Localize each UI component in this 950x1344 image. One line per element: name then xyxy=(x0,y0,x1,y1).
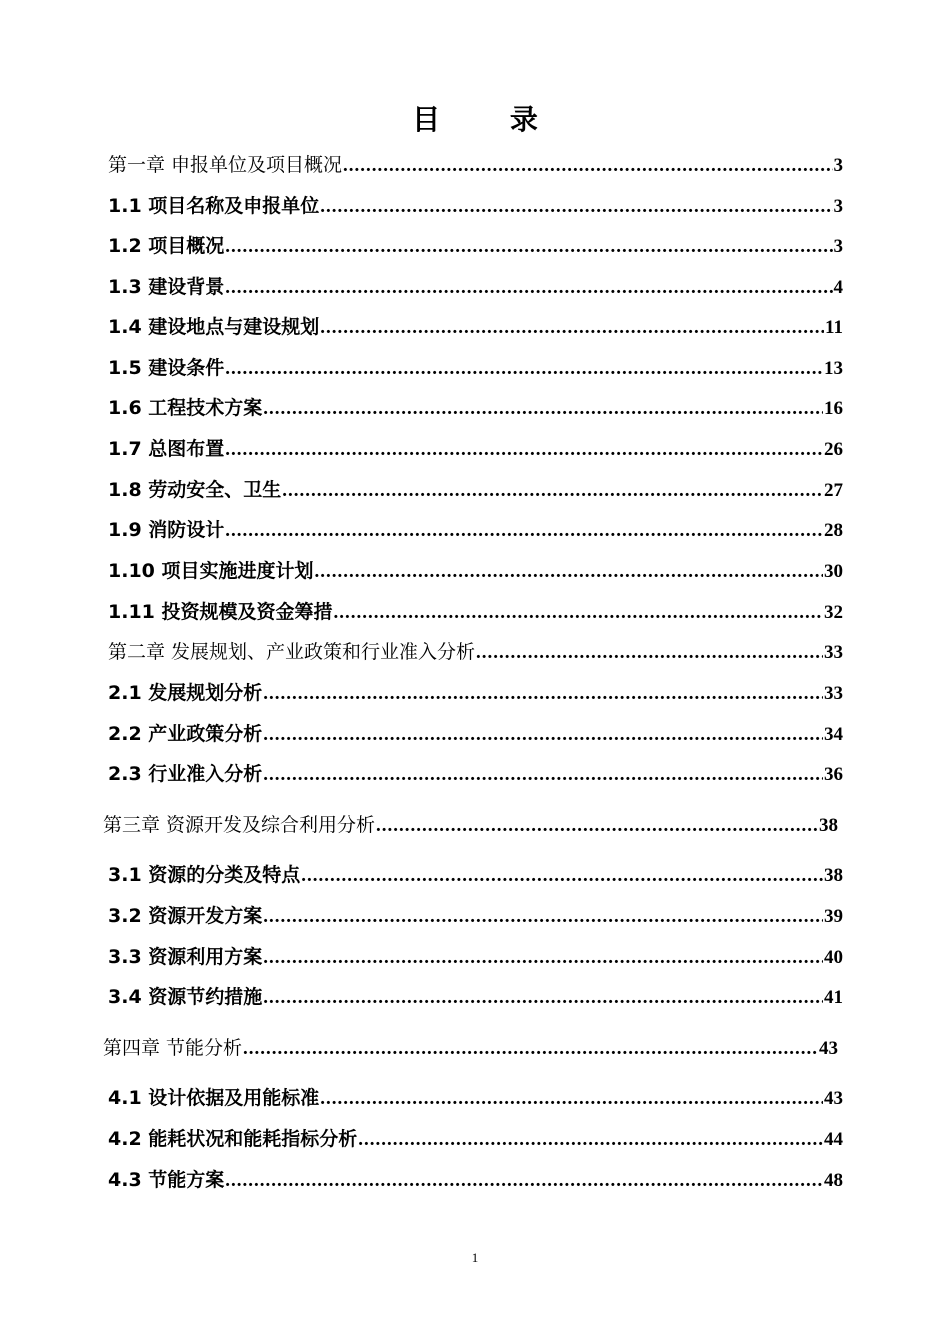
toc-entry[interactable] xyxy=(108,515,843,543)
toc-entry[interactable] xyxy=(108,1083,843,1111)
toc-leader xyxy=(225,1170,823,1192)
toc-entry-label: 1.5 建设条件 xyxy=(108,357,225,379)
toc-leader xyxy=(263,947,823,969)
page-title: 目 录 xyxy=(412,103,568,136)
toc-entry-label: 1.1 项目名称及申报单位 xyxy=(108,195,320,217)
toc-entry-label: 1.4 建设地点与建设规划 xyxy=(108,316,320,338)
toc-leader xyxy=(225,439,823,461)
toc-entry-label: 1.8 劳动安全、卫生 xyxy=(108,479,282,501)
toc-entry-page: 3 xyxy=(833,196,843,217)
toc-entry-page: 44 xyxy=(824,1129,843,1150)
toc-entry[interactable] xyxy=(108,475,843,503)
toc-entry-label: 3.4 资源节约措施 xyxy=(108,986,263,1008)
toc-leader xyxy=(376,815,818,837)
toc-leader xyxy=(343,155,832,177)
toc-entry-page: 3 xyxy=(833,236,843,257)
toc-entry[interactable] xyxy=(108,191,843,219)
toc-entry-page: 32 xyxy=(824,602,843,623)
toc-entry-page: 30 xyxy=(824,561,843,582)
toc-entry[interactable] xyxy=(108,150,843,178)
toc-leader xyxy=(320,1088,823,1110)
toc-entry-page: 40 xyxy=(824,947,843,968)
page-number: 1 xyxy=(471,1250,479,1265)
toc-entry-page: 33 xyxy=(824,642,843,663)
toc-leader xyxy=(320,317,824,339)
toc-entry-label: 第三章 资源开发及综合利用分析 xyxy=(103,814,376,836)
toc-entry-label: 2.1 发展规划分析 xyxy=(108,682,263,704)
toc-entry-page: 38 xyxy=(824,865,843,886)
toc-entry-page: 36 xyxy=(824,764,843,785)
toc-entry[interactable] xyxy=(108,678,843,706)
toc-entry[interactable] xyxy=(108,393,843,421)
toc-leader xyxy=(263,398,823,420)
toc-entry[interactable] xyxy=(103,1033,838,1061)
toc-entry[interactable] xyxy=(108,353,843,381)
toc-leader xyxy=(263,906,823,928)
toc-entry-page: 27 xyxy=(824,480,843,501)
toc-entry-label: 1.3 建设背景 xyxy=(108,276,225,298)
toc-leader xyxy=(334,602,824,624)
toc-entry-label: 3.3 资源利用方案 xyxy=(108,946,263,968)
toc-entry[interactable] xyxy=(108,434,843,462)
toc-entry-label: 4.1 设计依据及用能标准 xyxy=(108,1087,320,1109)
toc-leader xyxy=(263,724,823,746)
toc-entry-label: 4.2 能耗状况和能耗指标分析 xyxy=(108,1128,358,1150)
toc-entry[interactable] xyxy=(108,1124,843,1152)
toc-leader xyxy=(225,358,823,380)
toc-leader xyxy=(282,480,823,502)
toc-entry[interactable] xyxy=(108,942,843,970)
toc-entry-label: 第四章 节能分析 xyxy=(103,1037,243,1059)
toc-leader xyxy=(358,1129,823,1151)
toc-leader xyxy=(263,683,823,705)
toc-leader xyxy=(243,1038,818,1060)
toc-entry[interactable] xyxy=(108,597,843,625)
toc-entry-label: 2.3 行业准入分析 xyxy=(108,763,263,785)
toc-entry-page: 4 xyxy=(833,277,843,298)
toc-leader xyxy=(315,561,824,583)
toc-entry[interactable] xyxy=(108,1165,843,1193)
toc-entry-label: 第一章 申报单位及项目概况 xyxy=(108,154,343,176)
toc-entry-label: 1.7 总图布置 xyxy=(108,438,225,460)
toc-entry-page: 28 xyxy=(824,520,843,541)
toc-entry[interactable] xyxy=(108,637,843,665)
toc-entry-page: 26 xyxy=(824,439,843,460)
toc-entry-page: 39 xyxy=(824,906,843,927)
toc-entry[interactable] xyxy=(108,312,843,340)
toc-entry-page: 48 xyxy=(824,1170,843,1191)
toc-entry[interactable] xyxy=(108,901,843,929)
toc-entry-page: 13 xyxy=(824,358,843,379)
toc-leader xyxy=(225,520,823,542)
toc-entry[interactable] xyxy=(108,719,843,747)
toc-entry-page: 3 xyxy=(833,155,843,176)
toc-entry-label: 2.2 产业政策分析 xyxy=(108,723,263,745)
toc-entry-label: 1.6 工程技术方案 xyxy=(108,397,263,419)
toc-leader xyxy=(225,236,832,258)
toc-leader xyxy=(476,642,823,664)
toc-entry-page: 41 xyxy=(824,987,843,1008)
toc-entry-label: 1.9 消防设计 xyxy=(108,519,225,541)
toc-leader xyxy=(320,196,832,218)
toc-entry-page: 16 xyxy=(824,398,843,419)
toc-entry-label: 4.3 节能方案 xyxy=(108,1169,225,1191)
toc-entry-label: 1.11 投资规模及资金筹措 xyxy=(108,601,333,623)
toc-leader xyxy=(263,764,823,786)
toc-entry[interactable] xyxy=(103,810,838,838)
toc-entry-page: 34 xyxy=(824,724,843,745)
toc-entry[interactable] xyxy=(108,982,843,1010)
toc-entry-page: 33 xyxy=(824,683,843,704)
toc-entry-page: 43 xyxy=(819,1038,838,1059)
toc-entry[interactable] xyxy=(108,272,843,300)
toc-leader xyxy=(225,277,832,299)
toc-entry-label: 1.10 项目实施进度计划 xyxy=(108,560,314,582)
toc-entry-label: 3.2 资源开发方案 xyxy=(108,905,263,927)
toc-leader xyxy=(263,987,823,1009)
toc-entry-page: 11 xyxy=(825,317,843,338)
toc-entry-label: 1.2 项目概况 xyxy=(108,235,225,257)
toc-entry-page: 43 xyxy=(824,1088,843,1109)
toc-entry-label: 3.1 资源的分类及特点 xyxy=(108,864,301,886)
toc-entry[interactable] xyxy=(108,860,843,888)
toc-entry-page: 38 xyxy=(819,815,838,836)
toc-entry-label: 第二章 发展规划、产业政策和行业准入分析 xyxy=(108,641,476,663)
toc-leader xyxy=(301,865,823,887)
toc-entry[interactable] xyxy=(108,231,843,259)
toc-entry[interactable] xyxy=(108,759,843,787)
toc-entry[interactable] xyxy=(108,556,843,584)
